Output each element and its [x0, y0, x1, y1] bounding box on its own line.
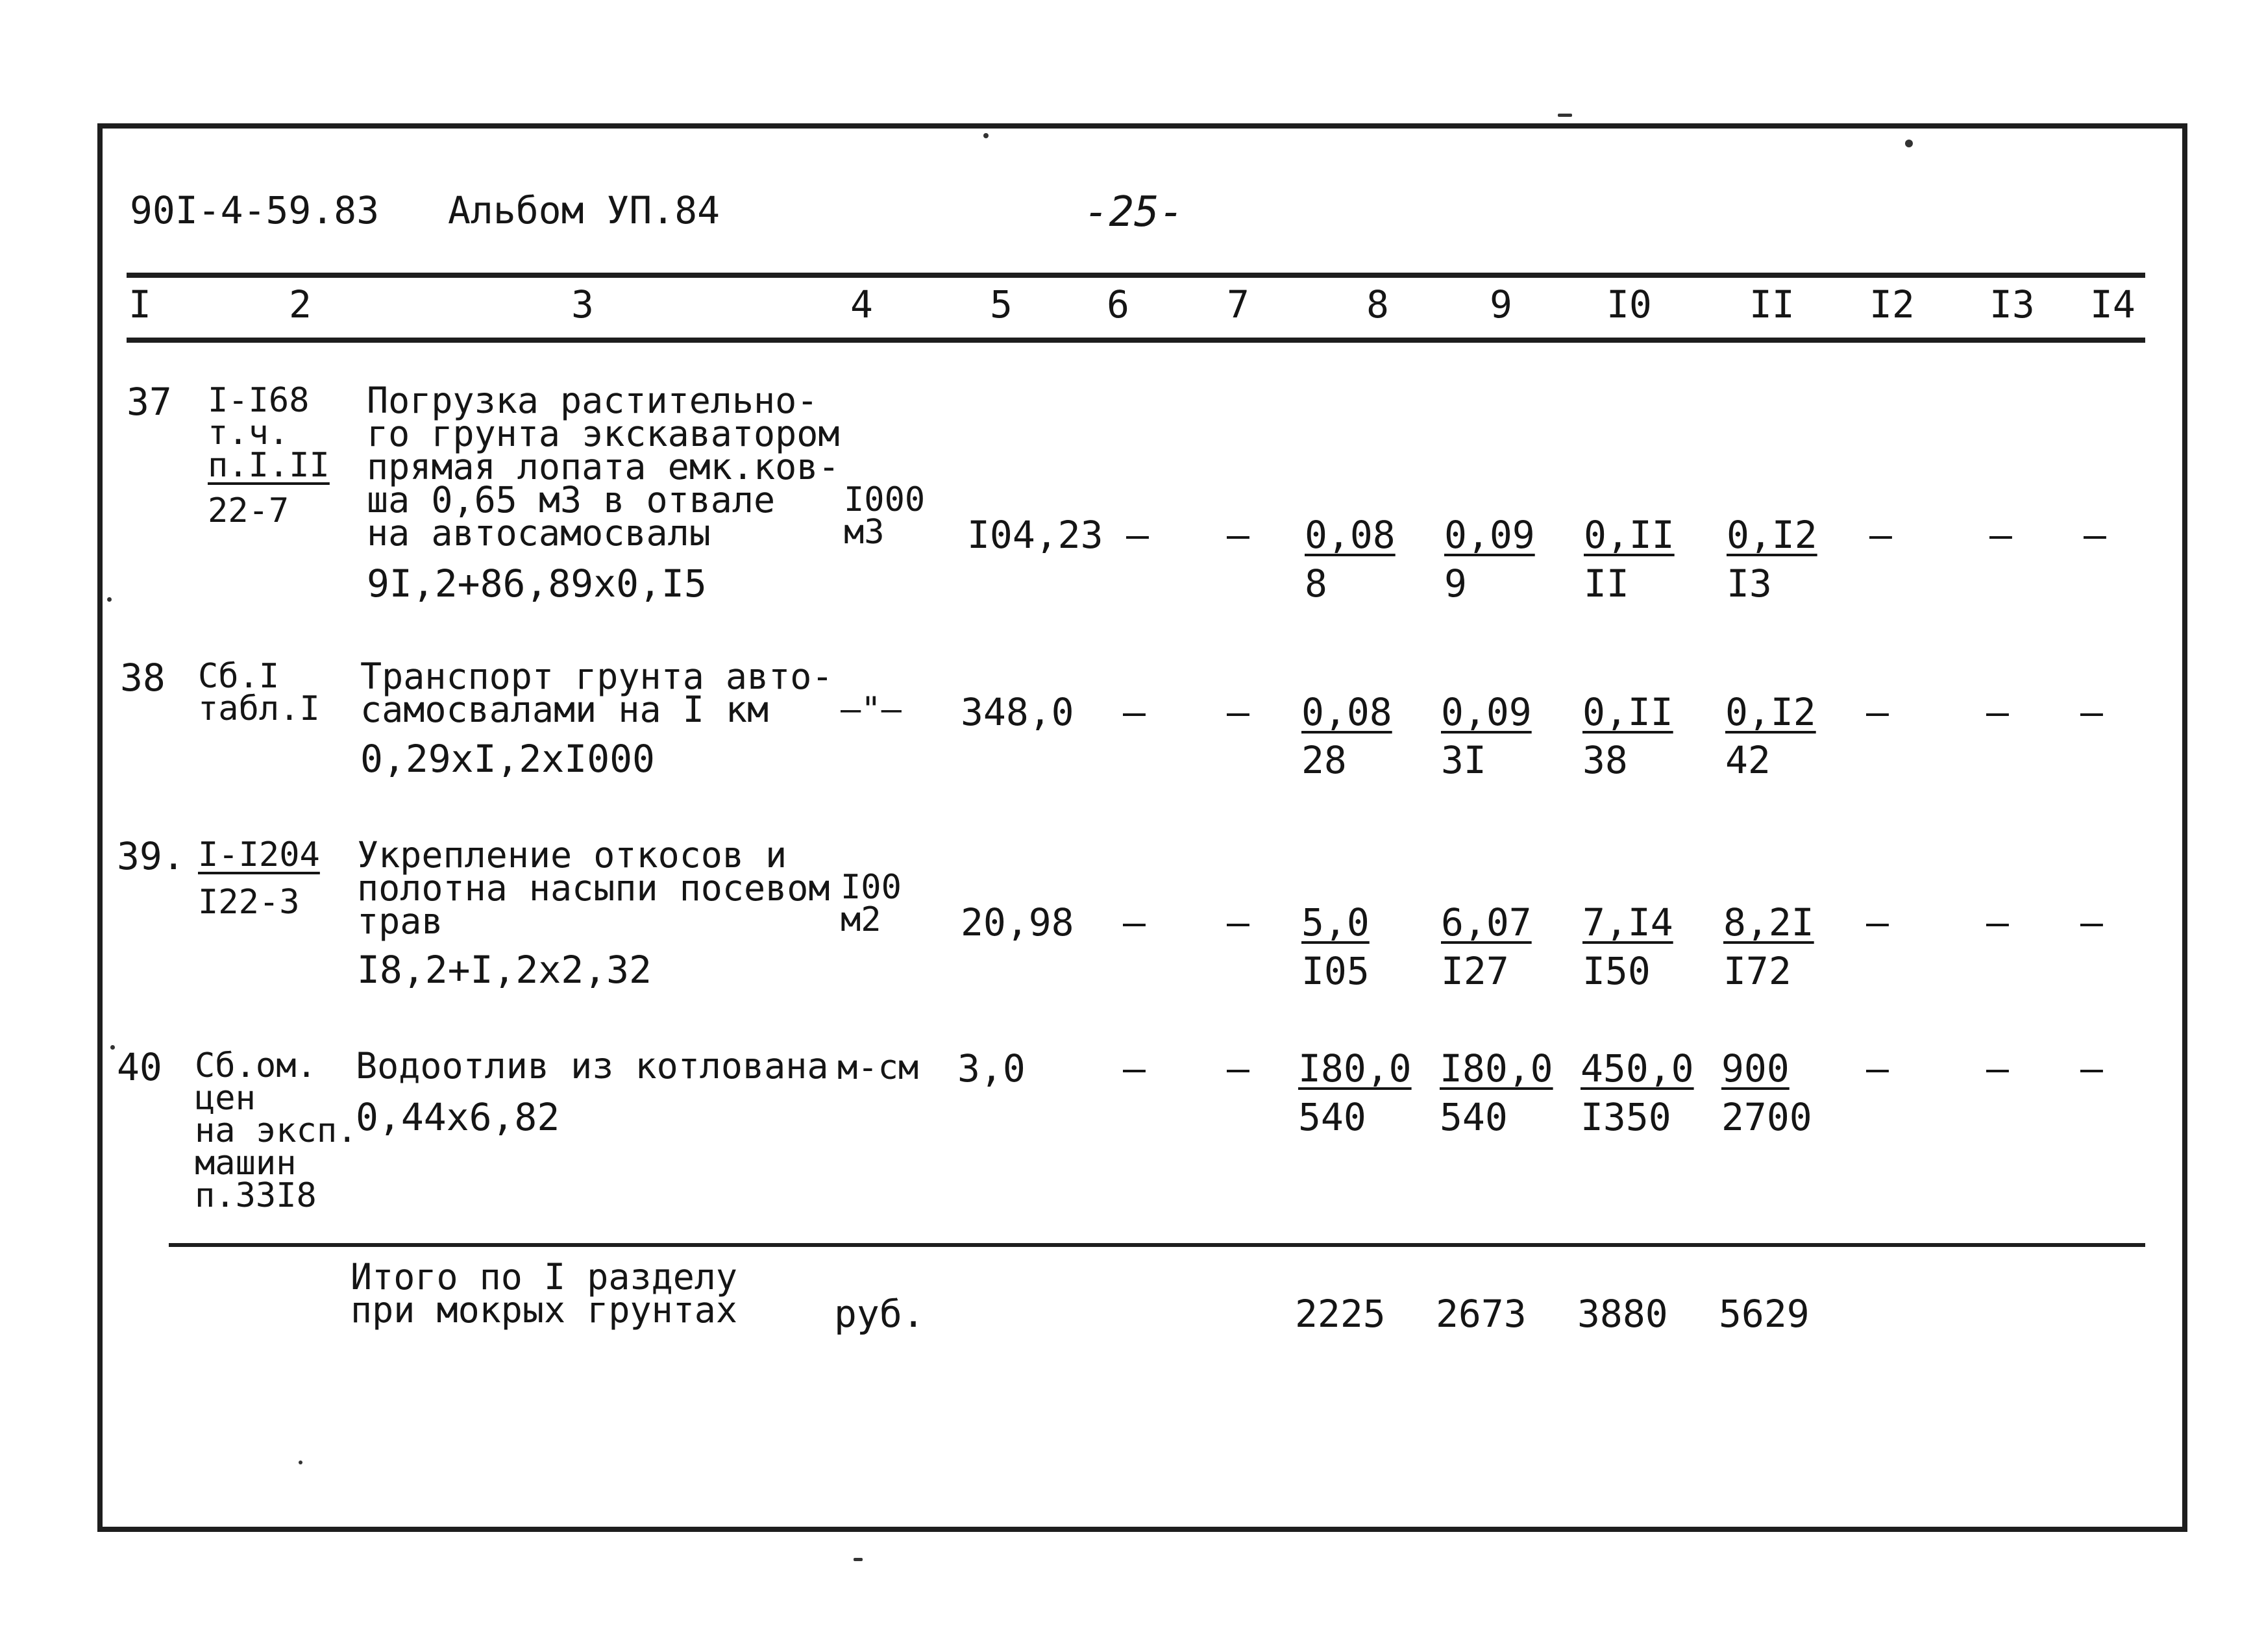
col-number: 6 — [1107, 282, 1129, 327]
col-number: 9 — [1490, 282, 1512, 327]
col-number: 5 — [990, 282, 1013, 327]
row-c9-sum: 9 — [1444, 561, 1467, 606]
row-unit-line: –"– — [841, 690, 902, 729]
row-c12: – — [1866, 1046, 1889, 1091]
row-c10-rate: 450,0 — [1581, 1046, 1694, 1091]
row-c10-rate: 7,I4 — [1582, 900, 1673, 944]
row-col7: – — [1227, 1046, 1249, 1091]
row-description: Погрузка растительно- го грунта экскаватором прямая лопата емк.ков- ша 0,65 м3 в отвале на автосамосвалы — [367, 380, 840, 554]
scan-speck — [107, 597, 112, 602]
page-number: -25- — [1084, 188, 1185, 236]
row-c8-sum: 540 — [1298, 1095, 1366, 1139]
row-c10-sum: II — [1584, 561, 1629, 606]
row-c8-rate: I80,0 — [1298, 1046, 1412, 1091]
col-number: 2 — [289, 282, 312, 327]
row-c9-sum: 3I — [1441, 738, 1486, 782]
row-quantity: 348,0 — [961, 690, 1074, 734]
row-c10-rate: 0,II — [1584, 513, 1675, 557]
row-c11-sum: 2700 — [1721, 1095, 1812, 1139]
row-c9-rate: 6,07 — [1441, 900, 1532, 944]
row-formula: 9I,2+86,89х0,I5 — [367, 561, 707, 606]
col-number: 7 — [1227, 282, 1249, 327]
col-number: I2 — [1869, 282, 1915, 327]
row-c9-sum: 540 — [1440, 1095, 1508, 1139]
scan-speck — [299, 1461, 302, 1464]
row-col6: – — [1123, 900, 1146, 944]
row-col7: – — [1227, 513, 1249, 557]
col-number: I — [129, 282, 151, 327]
row-c14: – — [2080, 1046, 2103, 1091]
col-number: II — [1749, 282, 1795, 327]
row-c9-rate: 0,09 — [1441, 690, 1532, 734]
row-unit-line: м-см — [837, 1048, 919, 1087]
scan-speck — [1905, 140, 1913, 147]
row-code-line: машин — [195, 1144, 297, 1183]
col-number: I0 — [1606, 282, 1652, 327]
row-c13: – — [1986, 900, 2009, 944]
row-c11-rate: 0,I2 — [1727, 513, 1817, 557]
album-label: Альбом УП.84 — [448, 188, 720, 232]
total-unit: руб. — [834, 1292, 925, 1336]
row-c8-sum: 28 — [1301, 738, 1347, 782]
row-unit-line: I000 — [844, 480, 926, 519]
row-c13: – — [1986, 690, 2009, 734]
row-formula: 0,44х6,82 — [356, 1095, 560, 1139]
row-code-line: Сб.ом. — [195, 1046, 317, 1085]
header-top-rule — [127, 273, 2145, 278]
row-description: Укрепление откосов и полотна насыпи посевом трав — [357, 834, 830, 942]
total-c11: 5629 — [1719, 1292, 1810, 1336]
row-formula: 0,29хI,2хI000 — [360, 737, 655, 781]
row-c8-rate: 0,08 — [1301, 690, 1392, 734]
row-c14: – — [2084, 513, 2106, 557]
row-number: 37 — [127, 380, 172, 424]
row-c11-rate: 8,2I — [1723, 900, 1814, 944]
row-code-line: цен — [195, 1079, 256, 1118]
row-col6: – — [1123, 690, 1146, 734]
row-c8-rate: 5,0 — [1301, 900, 1370, 944]
scan-speck — [1558, 114, 1572, 117]
row-code-line: I-I204 — [198, 835, 320, 874]
row-description: Водоотлив из котлована — [356, 1045, 829, 1087]
row-c11-sum: I72 — [1723, 949, 1791, 993]
row-col7: – — [1227, 900, 1249, 944]
row-code-line: п.I.II — [208, 446, 330, 485]
row-number: 40 — [117, 1045, 162, 1089]
row-c12: – — [1869, 513, 1892, 557]
row-c8-rate: 0,08 — [1305, 513, 1396, 557]
row-code-line: на эксп. — [195, 1111, 358, 1150]
total-separator-rule — [169, 1243, 2145, 1247]
row-c14: – — [2080, 900, 2103, 944]
row-unit-line: I00 — [841, 868, 902, 907]
col-number: I4 — [2090, 282, 2135, 327]
row-code-line: I22-3 — [198, 883, 300, 922]
row-c10-sum: I350 — [1581, 1095, 1671, 1139]
row-c13: – — [1986, 1046, 2009, 1091]
row-c9-rate: I80,0 — [1440, 1046, 1553, 1091]
header-bottom-rule — [127, 338, 2145, 343]
row-c8-sum: I05 — [1301, 949, 1370, 993]
row-number: 38 — [120, 656, 166, 700]
row-quantity: 20,98 — [961, 900, 1074, 944]
row-code-line: т.ч. — [208, 413, 289, 452]
row-c11-rate: 900 — [1721, 1046, 1790, 1091]
row-c11-sum: 42 — [1725, 738, 1771, 782]
scan-speck — [110, 1045, 115, 1050]
col-number: I3 — [1989, 282, 2035, 327]
total-c9: 2673 — [1436, 1292, 1527, 1336]
row-c11-rate: 0,I2 — [1725, 690, 1816, 734]
row-code-line: 22-7 — [208, 491, 289, 530]
row-code-line: I-I68 — [208, 381, 310, 420]
row-description: Транспорт грунта авто- самосвалами на I км — [360, 656, 833, 730]
total-label: Итого по I разделу при мокрых грунтах — [351, 1256, 738, 1331]
row-code-line: табл.I — [198, 689, 320, 728]
row-c10-sum: I50 — [1582, 949, 1651, 993]
row-col6: – — [1126, 513, 1149, 557]
row-c9-sum: I27 — [1441, 949, 1509, 993]
row-col7: – — [1227, 690, 1249, 734]
total-c8: 2225 — [1295, 1292, 1386, 1336]
col-number: 4 — [850, 282, 873, 327]
row-formula: I8,2+I,2х2,32 — [357, 948, 652, 992]
row-col6: – — [1123, 1046, 1146, 1091]
row-unit-line: м2 — [841, 900, 881, 939]
row-c10-sum: 38 — [1582, 738, 1628, 782]
scan-speck — [983, 133, 989, 138]
row-c13: – — [1989, 513, 2012, 557]
row-quantity: I04,23 — [967, 513, 1103, 557]
document-code: 90I-4-59.83 — [130, 188, 380, 232]
row-c9-rate: 0,09 — [1444, 513, 1535, 557]
col-number: 3 — [571, 282, 594, 327]
row-c11-sum: I3 — [1727, 561, 1772, 606]
row-unit-line: м3 — [844, 513, 885, 552]
col-number: 8 — [1366, 282, 1389, 327]
row-c8-sum: 8 — [1305, 561, 1327, 606]
row-number: 39. — [117, 834, 185, 878]
row-c12: – — [1866, 900, 1889, 944]
row-code-line: Сб.I — [198, 657, 280, 696]
row-c14: – — [2080, 690, 2103, 734]
scan-speck — [854, 1558, 863, 1561]
total-c10: 3880 — [1577, 1292, 1668, 1336]
row-c12: – — [1866, 690, 1889, 734]
row-c10-rate: 0,II — [1582, 690, 1673, 734]
row-code-line: п.33I8 — [195, 1176, 317, 1215]
row-quantity: 3,0 — [957, 1046, 1026, 1091]
